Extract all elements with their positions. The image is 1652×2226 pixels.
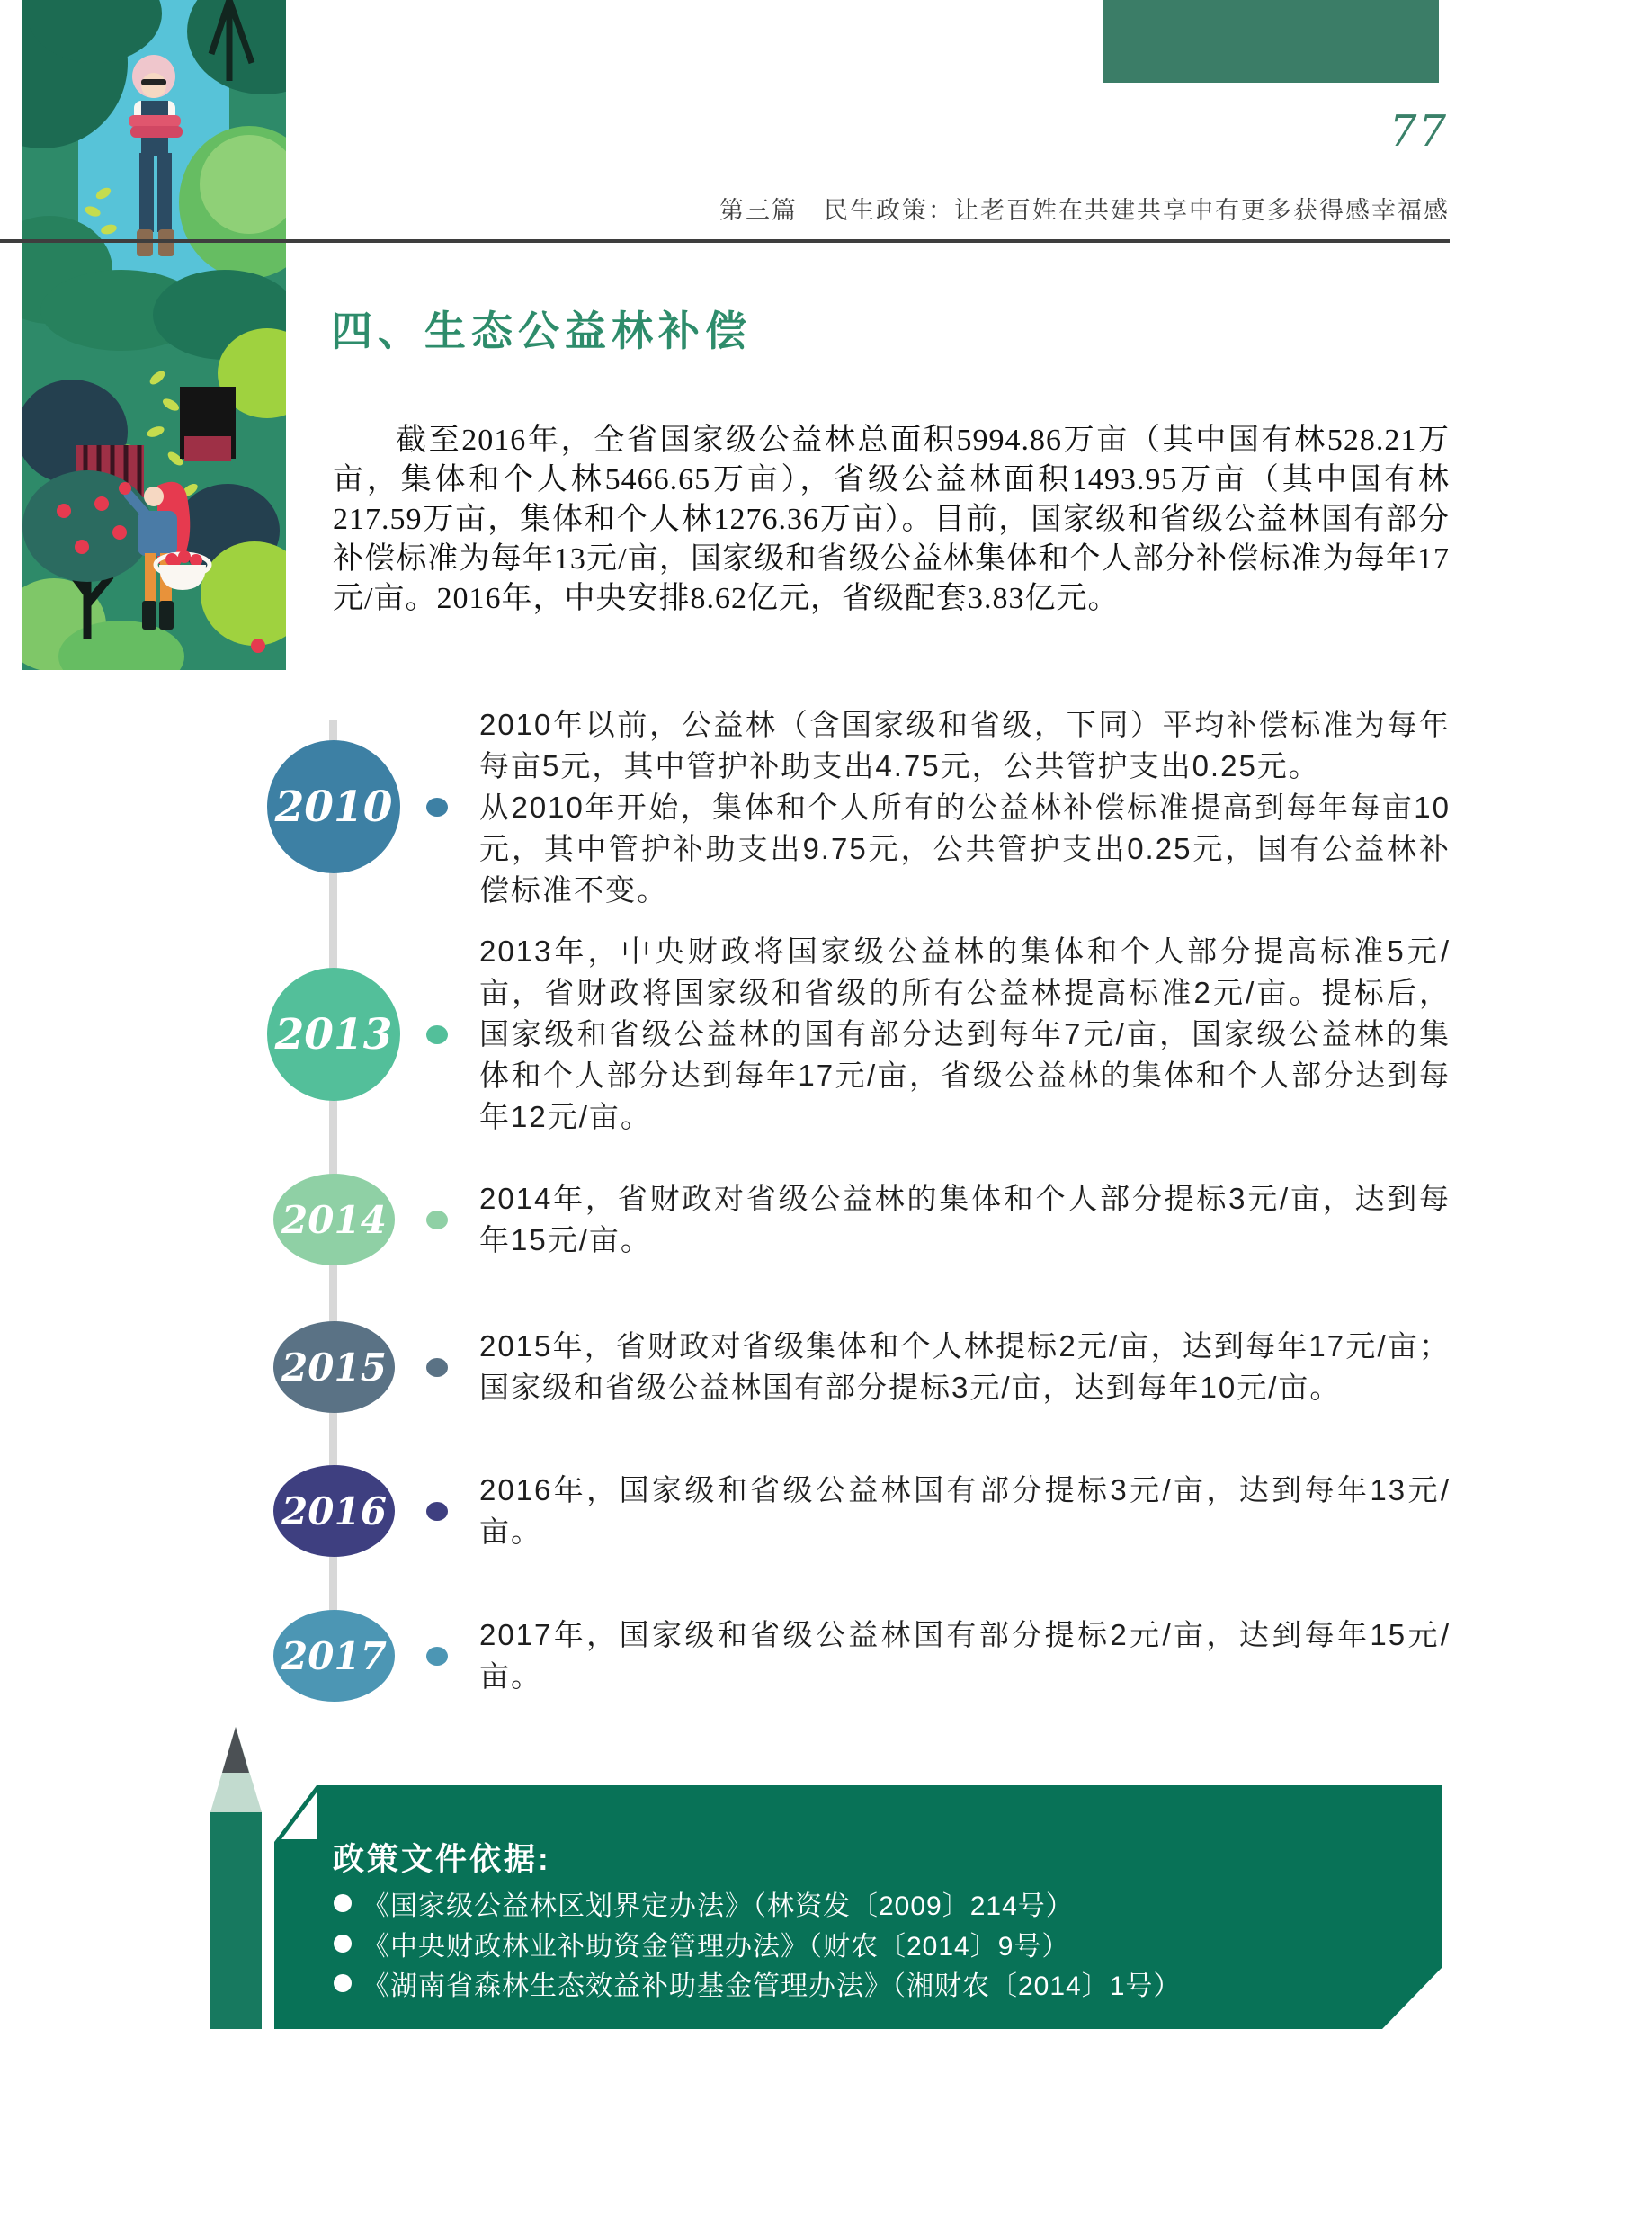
article-intro: 截至2016年，全省国家级公益林总面积5994.86万亩（其中国有林528.21万亩，集体和个人林5466.65万亩），省级公益林面积1493.95万亩（其中国有林217.59万亩，集体和个人林1276.36万亩）。目前，国家级和省级公益林国有部分补偿标准为每年13元/亩，国家级和省级公益林集体和个人部分补偿标准为每年17元/亩。2016年，中央安排8.62亿元，省级配套3.83亿元。 (333, 424, 1450, 615)
timeline-marker-dot-2014 (426, 1211, 448, 1229)
article-title: 四、生态公益林补偿 (331, 308, 752, 354)
policy-item (334, 1926, 1069, 1962)
section-header: 第三篇 民生政策：让老百姓在共建共享中有更多获得感幸福感 (719, 197, 1450, 224)
timeline-paragraph: 2010年以前，公益林（含国家级和省级，下同）平均补偿标准为每年每亩5元，其中管护补助支出4.75元，公共管护支出0.25元。 (479, 708, 1451, 782)
bullet-dot-icon (334, 1894, 352, 1912)
policy-item-text: 《中央财政林业补助资金管理办法》（财农〔2014〕9号） (362, 1932, 1070, 1962)
timeline-year-badge-2010: 2010 (267, 740, 400, 873)
timeline-entry-text-2017 (479, 1614, 1451, 1697)
bullet-dot-icon (334, 1974, 352, 1992)
timeline-year-badge-2016: 2016 (273, 1465, 395, 1557)
policy-box-title: 政策文件依据: (333, 1842, 551, 1877)
timeline-year-badge-2014: 2014 (273, 1174, 395, 1265)
timeline-marker-dot-2015 (426, 1358, 448, 1377)
bullet-dot-icon (334, 1935, 352, 1953)
timeline-paragraph: 2016年，国家级和省级公益林国有部分提标3元/亩，达到每年13元/亩。 (479, 1473, 1451, 1548)
timeline-paragraph: 从2010年开始，集体和个人所有的公益林补偿标准提高到每年每亩10元，其中管护补助支出9.75元，公共管护支出0.25元，国有公益林补偿标准不变。 (479, 791, 1451, 907)
timeline-paragraph: 2015年，省财政对省级集体和个人林提标2元/亩，达到每年17元/亩；国家级和省级公益林国有部分提标3元/亩，达到每年10元/亩。 (479, 1329, 1451, 1404)
header-green-block (1103, 0, 1439, 83)
timeline-entry-text-2016 (479, 1470, 1451, 1552)
timeline-marker-dot-2010 (426, 798, 448, 817)
timeline-marker-dot-2017 (426, 1647, 448, 1666)
policy-item-text: 《湖南省森林生态效益补助基金管理办法》（湘财农〔2014〕1号） (362, 1971, 1182, 2001)
garden-illustration (22, 0, 286, 670)
timeline-entry-text-2015 (479, 1326, 1451, 1408)
policy-item (334, 1965, 1181, 2001)
timeline-year-badge-2013: 2013 (267, 968, 400, 1101)
timeline-marker-dot-2013 (426, 1025, 448, 1044)
pencil-icon (207, 1722, 265, 2029)
timeline-year-badge-2017: 2017 (273, 1610, 395, 1702)
timeline-paragraph: 2017年，国家级和省级公益林国有部分提标2元/亩，达到每年15元/亩。 (479, 1618, 1451, 1693)
policy-item (334, 1885, 1074, 1921)
policy-item-text: 《国家级公益林区划界定办法》（林资发〔2009〕214号） (362, 1891, 1074, 1921)
timeline-year-badge-2015: 2015 (273, 1321, 395, 1413)
timeline-marker-dot-2016 (426, 1502, 448, 1521)
timeline-entry-text-2013 (479, 931, 1451, 1138)
timeline-entry-text-2010 (479, 704, 1451, 911)
timeline-paragraph: 2014年，省财政对省级公益林的集体和个人部分提标3元/亩，达到每年15元/亩。 (479, 1182, 1451, 1256)
page-number: 77 (1389, 106, 1448, 156)
header-rule (0, 239, 1450, 243)
timeline-paragraph: 2013年，中央财政将国家级公益林的集体和个人部分提高标准5元/亩，省财政将国家级和省级的所有公益林提高标准2元/亩。提标后，国家级和省级公益林的国有部分达到每年7元/亩，国家级公益林的集体和个人部分达到每年17元/亩，省级公益林的集体和个人部分达到每年12元/亩。 (479, 934, 1451, 1133)
timeline-entry-text-2014 (479, 1178, 1451, 1261)
